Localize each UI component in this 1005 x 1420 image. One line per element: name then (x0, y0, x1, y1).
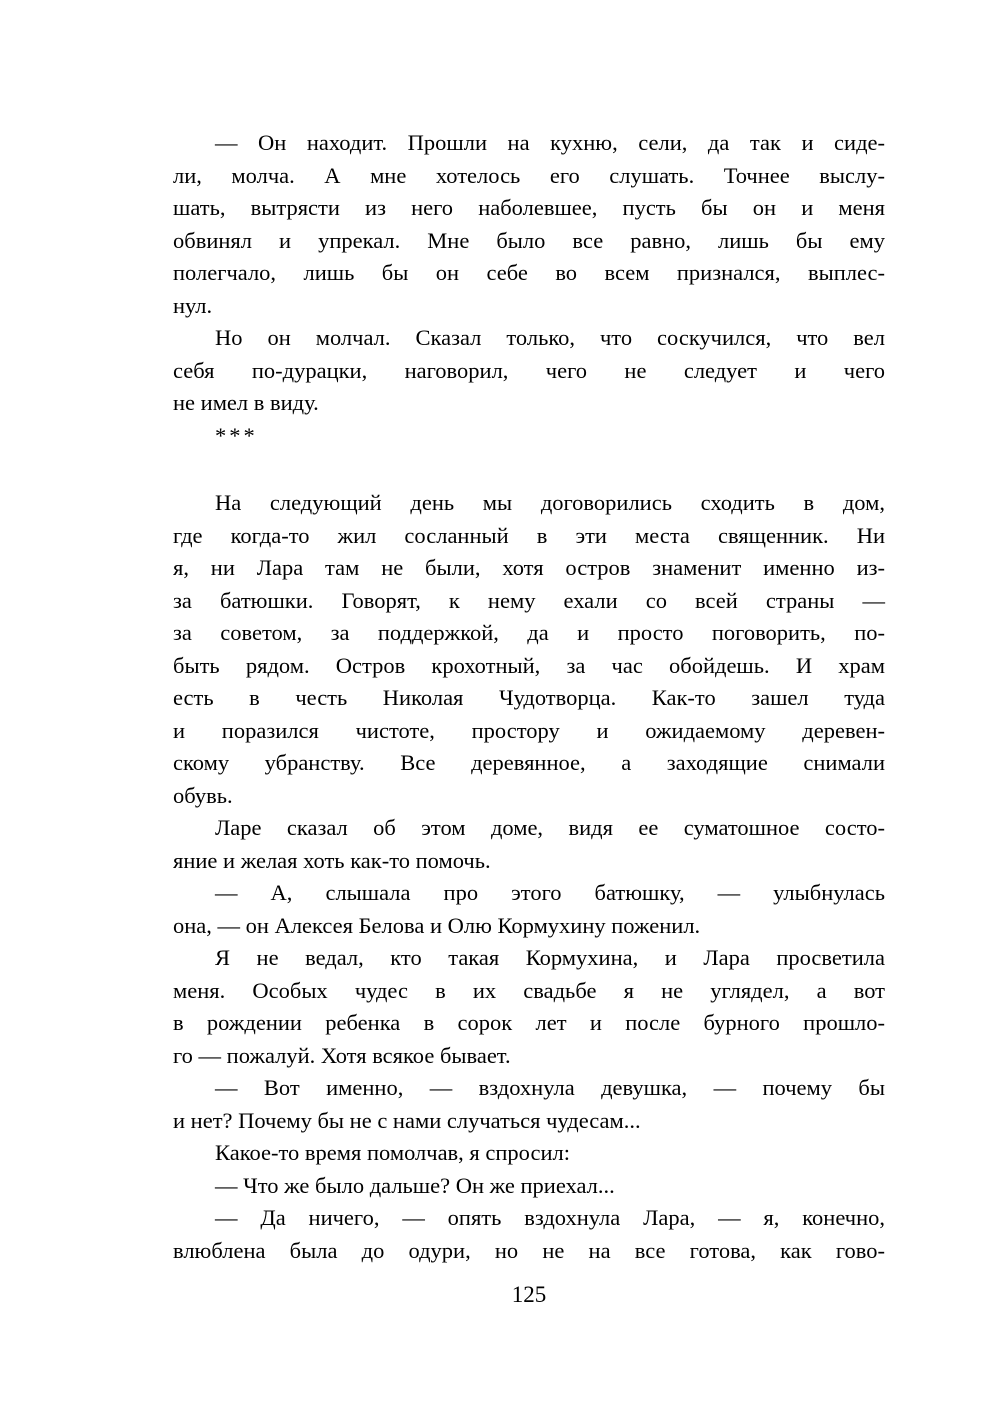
text-line: — Вот именно, — вздохнула девушка, — почему бы (215, 1075, 885, 1100)
text-line: нул. (173, 292, 213, 318)
text-line: я, ни Лара там не были, хотя остров знаменит именно из- (173, 555, 885, 580)
text-line: и поразился чистоте, простору и ожидаемому деревен- (173, 717, 885, 743)
text-line: за батюшки. Говорят, к нему ехали со всей страны — (173, 587, 885, 613)
text-line: ли, молча. А мне хотелось его слушать. Точнее выслу- (173, 162, 885, 188)
text-line: и нет? Почему бы не с нами случаться чудесам... (173, 1107, 641, 1133)
text-line: она, — он Алексея Белова и Олю Кормухину поженил. (173, 912, 701, 938)
paragraph (173, 127, 885, 322)
text-line: На следующий день мы договорились сходить в дом, (215, 490, 885, 515)
paragraph (173, 322, 885, 420)
text-line: себя по-дурацки, наговорил, чего не следует и чего (173, 357, 885, 383)
text-line: быть рядом. Остров крохотный, за час обойдешь. И храм (173, 652, 885, 678)
text-line: обувь. (173, 782, 233, 808)
text-line: где когда-то жил сосланный в эти места священник. Ни (173, 522, 885, 548)
text-line: шать, вытрясти из него наболевшее, пусть бы он и меня (173, 195, 885, 220)
paragraph (173, 1137, 885, 1170)
text-line: го — пожалуй. Хотя всякое бывает. (173, 1042, 511, 1068)
text-block (173, 127, 885, 1267)
text-line: Я не ведал, кто такая Кормухина, и Лара просветила (215, 945, 885, 970)
text-line: за советом, за поддержкой, да и просто поговорить, по- (173, 620, 885, 645)
text-line: меня. Особых чудес в их свадьбе я не углядел, а вот (173, 977, 885, 1003)
text-line: яние и желая хоть как-то помочь. (173, 847, 491, 873)
paragraph (173, 877, 885, 942)
paragraph (173, 942, 885, 1072)
text-line: обвинял и упрекал. Мне было все равно, лишь бы ему (173, 227, 885, 253)
section-separator: *** (215, 422, 258, 448)
text-line: — Что же было дальше? Он же приехал... (215, 1172, 615, 1198)
text-line: — Да ничего, — опять вздохнула Лара, — я, конечно, (215, 1205, 885, 1230)
text-line: Какое-то время помолчав, я спросил: (215, 1140, 571, 1165)
paragraph (173, 812, 885, 877)
paragraph (173, 1170, 885, 1203)
paragraph (173, 1202, 885, 1267)
text-line: скому убранству. Все деревянное, а заходящие снимали (173, 750, 885, 775)
text-line: не имел в виду. (173, 390, 319, 415)
text-line: Ларе сказал об этом доме, видя ее суматошное состо- (215, 815, 885, 840)
text-line: — Он находит. Прошли на кухню, сели, да так и сиде- (215, 130, 885, 155)
text-line: Но он молчал. Сказал только, что соскучился, что вел (215, 325, 885, 350)
paragraph (173, 1072, 885, 1137)
text-line: — А, слышала про этого батюшку, — улыбнулась (215, 880, 885, 905)
text-line: полегчало, лишь бы он себе во всем признался, выплес- (173, 260, 885, 285)
paragraph (173, 487, 885, 812)
text-line: в рождении ребенка в сорок лет и после бурного прошло- (173, 1010, 885, 1035)
page-number: 125 (511, 1282, 547, 1307)
text-line: влюблена была до одури, но не на все готова, как гово- (173, 1237, 885, 1263)
text-line: есть в честь Николая Чудотворца. Как-то зашел туда (173, 685, 885, 710)
